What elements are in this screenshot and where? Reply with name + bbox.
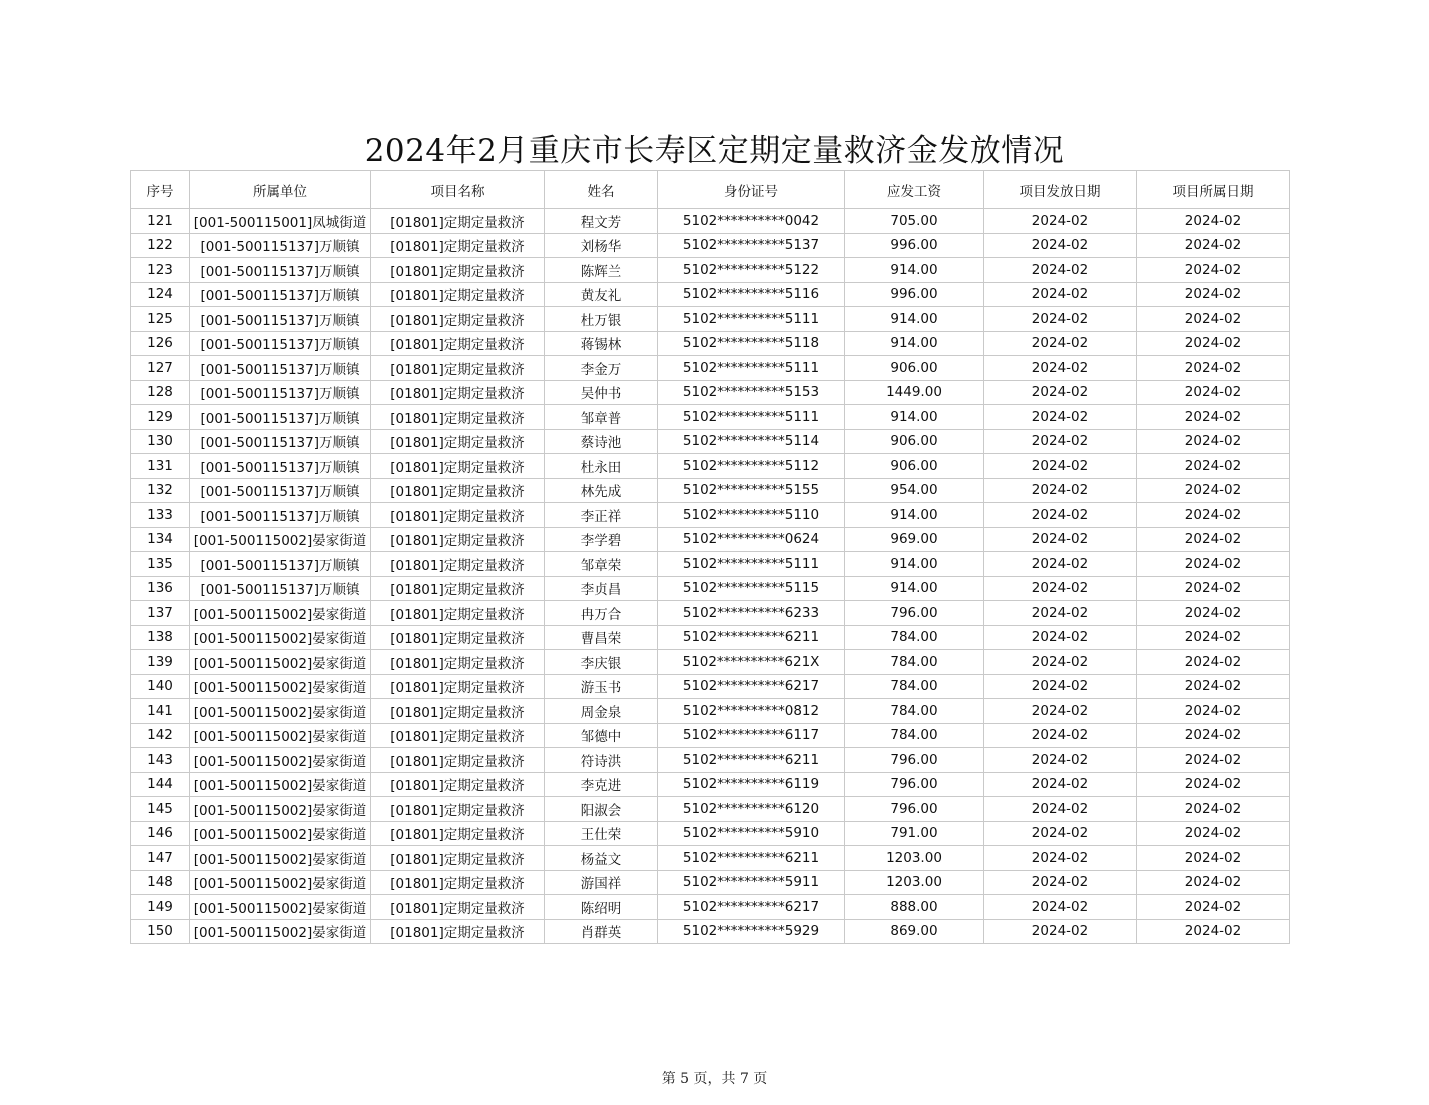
cell-project-name: [01801]定期定量救济	[371, 625, 545, 650]
cell-amount: 784.00	[845, 723, 984, 748]
cell-id-number: 5102**********6119	[658, 772, 845, 797]
cell-name: 冉万合	[545, 601, 658, 626]
cell-issue-date: 2024-02	[984, 233, 1137, 258]
cell-seq: 121	[131, 209, 190, 234]
cell-project-name: [01801]定期定量救济	[371, 478, 545, 503]
cell-unit: [001-500115137]万顺镇	[190, 233, 371, 258]
cell-seq: 133	[131, 503, 190, 528]
cell-project-name: [01801]定期定量救济	[371, 650, 545, 675]
cell-amount: 784.00	[845, 674, 984, 699]
cell-unit: [001-500115137]万顺镇	[190, 454, 371, 479]
cell-issue-date: 2024-02	[984, 527, 1137, 552]
cell-issue-date: 2024-02	[984, 748, 1137, 773]
cell-name: 黄友礼	[545, 282, 658, 307]
cell-id-number: 5102**********5153	[658, 380, 845, 405]
cell-amount: 906.00	[845, 454, 984, 479]
cell-period-date: 2024-02	[1137, 356, 1290, 381]
cell-name: 李克进	[545, 772, 658, 797]
cell-seq: 141	[131, 699, 190, 724]
cell-amount: 888.00	[845, 895, 984, 920]
cell-amount: 784.00	[845, 625, 984, 650]
cell-id-number: 5102**********6117	[658, 723, 845, 748]
cell-id-number: 5102**********621X	[658, 650, 845, 675]
cell-name: 肖群英	[545, 919, 658, 944]
cell-amount: 796.00	[845, 772, 984, 797]
cell-amount: 914.00	[845, 405, 984, 430]
cell-name: 李庆银	[545, 650, 658, 675]
table-row	[131, 209, 1290, 234]
cell-issue-date: 2024-02	[984, 307, 1137, 332]
cell-period-date: 2024-02	[1137, 233, 1290, 258]
cell-amount: 1203.00	[845, 870, 984, 895]
cell-issue-date: 2024-02	[984, 821, 1137, 846]
cell-issue-date: 2024-02	[984, 331, 1137, 356]
cell-project-name: [01801]定期定量救济	[371, 331, 545, 356]
cell-name: 杨益文	[545, 846, 658, 871]
cell-seq: 126	[131, 331, 190, 356]
cell-seq: 128	[131, 380, 190, 405]
cell-seq: 142	[131, 723, 190, 748]
cell-id-number: 5102**********5111	[658, 552, 845, 577]
cell-id-number: 5102**********5155	[658, 478, 845, 503]
cell-issue-date: 2024-02	[984, 209, 1137, 234]
cell-seq: 134	[131, 527, 190, 552]
page-title: 2024年2月重庆市长寿区定期定量救济金发放情况	[364, 133, 1065, 169]
cell-name: 王仕荣	[545, 821, 658, 846]
cell-period-date: 2024-02	[1137, 429, 1290, 454]
cell-name: 陈辉兰	[545, 258, 658, 283]
cell-id-number: 5102**********6211	[658, 748, 845, 773]
cell-seq: 144	[131, 772, 190, 797]
cell-unit: [001-500115002]晏家街道	[190, 601, 371, 626]
cell-period-date: 2024-02	[1137, 454, 1290, 479]
cell-period-date: 2024-02	[1137, 772, 1290, 797]
cell-amount: 914.00	[845, 307, 984, 332]
header-period-date: 项目所属日期	[1137, 171, 1290, 209]
table-row	[131, 821, 1290, 846]
cell-id-number: 5102**********5112	[658, 454, 845, 479]
cell-seq: 148	[131, 870, 190, 895]
cell-project-name: [01801]定期定量救济	[371, 429, 545, 454]
cell-period-date: 2024-02	[1137, 478, 1290, 503]
cell-name: 吴仲书	[545, 380, 658, 405]
cell-unit: [001-500115002]晏家街道	[190, 674, 371, 699]
cell-unit: [001-500115002]晏家街道	[190, 919, 371, 944]
cell-amount: 914.00	[845, 258, 984, 283]
cell-amount: 906.00	[845, 356, 984, 381]
cell-issue-date: 2024-02	[984, 870, 1137, 895]
cell-project-name: [01801]定期定量救济	[371, 356, 545, 381]
cell-project-name: [01801]定期定量救济	[371, 233, 545, 258]
data-table	[130, 170, 1290, 944]
cell-amount: 954.00	[845, 478, 984, 503]
cell-unit: [001-500115002]晏家街道	[190, 846, 371, 871]
cell-issue-date: 2024-02	[984, 699, 1137, 724]
cell-amount: 1449.00	[845, 380, 984, 405]
cell-issue-date: 2024-02	[984, 576, 1137, 601]
cell-name: 蔡诗池	[545, 429, 658, 454]
cell-amount: 784.00	[845, 699, 984, 724]
table-row	[131, 380, 1290, 405]
cell-period-date: 2024-02	[1137, 209, 1290, 234]
cell-seq: 136	[131, 576, 190, 601]
table-row	[131, 650, 1290, 675]
cell-issue-date: 2024-02	[984, 405, 1137, 430]
cell-issue-date: 2024-02	[984, 650, 1137, 675]
cell-id-number: 5102**********5118	[658, 331, 845, 356]
cell-id-number: 5102**********5111	[658, 405, 845, 430]
cell-period-date: 2024-02	[1137, 527, 1290, 552]
cell-unit: [001-500115002]晏家街道	[190, 772, 371, 797]
cell-unit: [001-500115137]万顺镇	[190, 282, 371, 307]
cell-issue-date: 2024-02	[984, 674, 1137, 699]
table-row	[131, 699, 1290, 724]
table-row	[131, 307, 1290, 332]
cell-period-date: 2024-02	[1137, 699, 1290, 724]
cell-issue-date: 2024-02	[984, 601, 1137, 626]
cell-unit: [001-500115002]晏家街道	[190, 723, 371, 748]
cell-name: 曹昌荣	[545, 625, 658, 650]
cell-amount: 996.00	[845, 282, 984, 307]
cell-name: 阳淑会	[545, 797, 658, 822]
cell-issue-date: 2024-02	[984, 258, 1137, 283]
table-row	[131, 870, 1290, 895]
cell-amount: 914.00	[845, 576, 984, 601]
header-issue-date: 项目发放日期	[984, 171, 1137, 209]
cell-project-name: [01801]定期定量救济	[371, 601, 545, 626]
header-project-name: 项目名称	[371, 171, 545, 209]
cell-unit: [001-500115002]晏家街道	[190, 699, 371, 724]
cell-seq: 150	[131, 919, 190, 944]
cell-seq: 138	[131, 625, 190, 650]
cell-amount: 914.00	[845, 503, 984, 528]
cell-project-name: [01801]定期定量救济	[371, 797, 545, 822]
cell-project-name: [01801]定期定量救济	[371, 895, 545, 920]
cell-period-date: 2024-02	[1137, 821, 1290, 846]
cell-name: 陈绍明	[545, 895, 658, 920]
cell-project-name: [01801]定期定量救济	[371, 919, 545, 944]
cell-project-name: [01801]定期定量救济	[371, 258, 545, 283]
cell-amount: 796.00	[845, 601, 984, 626]
cell-issue-date: 2024-02	[984, 797, 1137, 822]
cell-period-date: 2024-02	[1137, 625, 1290, 650]
header-amount: 应发工资	[845, 171, 984, 209]
cell-id-number: 5102**********0812	[658, 699, 845, 724]
cell-unit: [001-500115002]晏家街道	[190, 797, 371, 822]
table-row	[131, 478, 1290, 503]
cell-unit: [001-500115137]万顺镇	[190, 356, 371, 381]
cell-project-name: [01801]定期定量救济	[371, 772, 545, 797]
cell-issue-date: 2024-02	[984, 723, 1137, 748]
cell-unit: [001-500115137]万顺镇	[190, 258, 371, 283]
table-row	[131, 797, 1290, 822]
cell-seq: 147	[131, 846, 190, 871]
cell-period-date: 2024-02	[1137, 870, 1290, 895]
cell-unit: [001-500115001]凤城街道	[190, 209, 371, 234]
cell-seq: 129	[131, 405, 190, 430]
table-row	[131, 625, 1290, 650]
cell-id-number: 5102**********6233	[658, 601, 845, 626]
cell-amount: 1203.00	[845, 846, 984, 871]
cell-unit: [001-500115137]万顺镇	[190, 503, 371, 528]
cell-id-number: 5102**********6120	[658, 797, 845, 822]
table-row	[131, 772, 1290, 797]
cell-id-number: 5102**********6211	[658, 625, 845, 650]
cell-amount: 996.00	[845, 233, 984, 258]
cell-project-name: [01801]定期定量救济	[371, 503, 545, 528]
cell-unit: [001-500115002]晏家街道	[190, 748, 371, 773]
cell-amount: 784.00	[845, 650, 984, 675]
cell-period-date: 2024-02	[1137, 552, 1290, 577]
cell-project-name: [01801]定期定量救济	[371, 870, 545, 895]
table-body	[131, 209, 1290, 944]
table-row	[131, 527, 1290, 552]
cell-unit: [001-500115137]万顺镇	[190, 429, 371, 454]
cell-amount: 796.00	[845, 748, 984, 773]
table-row	[131, 429, 1290, 454]
cell-issue-date: 2024-02	[984, 552, 1137, 577]
cell-name: 李贞昌	[545, 576, 658, 601]
cell-amount: 914.00	[845, 552, 984, 577]
cell-id-number: 5102**********5122	[658, 258, 845, 283]
cell-name: 符诗洪	[545, 748, 658, 773]
cell-amount: 796.00	[845, 797, 984, 822]
cell-period-date: 2024-02	[1137, 503, 1290, 528]
cell-unit: [001-500115002]晏家街道	[190, 895, 371, 920]
cell-project-name: [01801]定期定量救济	[371, 821, 545, 846]
cell-issue-date: 2024-02	[984, 478, 1137, 503]
cell-period-date: 2024-02	[1137, 895, 1290, 920]
table-row	[131, 331, 1290, 356]
cell-amount: 914.00	[845, 331, 984, 356]
cell-period-date: 2024-02	[1137, 576, 1290, 601]
cell-project-name: [01801]定期定量救济	[371, 723, 545, 748]
cell-period-date: 2024-02	[1137, 601, 1290, 626]
cell-issue-date: 2024-02	[984, 503, 1137, 528]
table-row	[131, 723, 1290, 748]
cell-period-date: 2024-02	[1137, 331, 1290, 356]
cell-amount: 791.00	[845, 821, 984, 846]
cell-seq: 140	[131, 674, 190, 699]
cell-seq: 146	[131, 821, 190, 846]
cell-issue-date: 2024-02	[984, 772, 1137, 797]
cell-project-name: [01801]定期定量救济	[371, 209, 545, 234]
cell-period-date: 2024-02	[1137, 258, 1290, 283]
cell-name: 杜万银	[545, 307, 658, 332]
table-row	[131, 576, 1290, 601]
cell-issue-date: 2024-02	[984, 919, 1137, 944]
table-row	[131, 503, 1290, 528]
cell-amount: 906.00	[845, 429, 984, 454]
cell-seq: 132	[131, 478, 190, 503]
cell-unit: [001-500115137]万顺镇	[190, 331, 371, 356]
table-row	[131, 356, 1290, 381]
cell-unit: [001-500115002]晏家街道	[190, 821, 371, 846]
cell-name: 游玉书	[545, 674, 658, 699]
cell-seq: 139	[131, 650, 190, 675]
cell-period-date: 2024-02	[1137, 919, 1290, 944]
cell-period-date: 2024-02	[1137, 650, 1290, 675]
cell-name: 蒋锡林	[545, 331, 658, 356]
cell-id-number: 5102**********5111	[658, 307, 845, 332]
cell-seq: 125	[131, 307, 190, 332]
table-row	[131, 674, 1290, 699]
cell-issue-date: 2024-02	[984, 282, 1137, 307]
cell-seq: 145	[131, 797, 190, 822]
cell-project-name: [01801]定期定量救济	[371, 552, 545, 577]
table-header-row	[131, 171, 1290, 209]
cell-project-name: [01801]定期定量救济	[371, 282, 545, 307]
cell-issue-date: 2024-02	[984, 454, 1137, 479]
cell-project-name: [01801]定期定量救济	[371, 405, 545, 430]
cell-unit: [001-500115002]晏家街道	[190, 650, 371, 675]
table-row	[131, 552, 1290, 577]
cell-amount: 969.00	[845, 527, 984, 552]
cell-id-number: 5102**********5110	[658, 503, 845, 528]
cell-id-number: 5102**********5911	[658, 870, 845, 895]
cell-id-number: 5102**********0624	[658, 527, 845, 552]
cell-issue-date: 2024-02	[984, 895, 1137, 920]
table-row	[131, 919, 1290, 944]
cell-period-date: 2024-02	[1137, 282, 1290, 307]
page-footer: 第 5 页，共 7 页	[661, 1071, 768, 1087]
cell-project-name: [01801]定期定量救济	[371, 674, 545, 699]
table-row	[131, 233, 1290, 258]
cell-project-name: [01801]定期定量救济	[371, 699, 545, 724]
cell-seq: 124	[131, 282, 190, 307]
cell-seq: 143	[131, 748, 190, 773]
cell-period-date: 2024-02	[1137, 748, 1290, 773]
cell-name: 邹章普	[545, 405, 658, 430]
cell-name: 李金万	[545, 356, 658, 381]
table-row	[131, 454, 1290, 479]
cell-seq: 130	[131, 429, 190, 454]
cell-period-date: 2024-02	[1137, 723, 1290, 748]
cell-project-name: [01801]定期定量救济	[371, 527, 545, 552]
cell-id-number: 5102**********0042	[658, 209, 845, 234]
cell-id-number: 5102**********6217	[658, 674, 845, 699]
cell-id-number: 5102**********5115	[658, 576, 845, 601]
cell-period-date: 2024-02	[1137, 797, 1290, 822]
cell-issue-date: 2024-02	[984, 846, 1137, 871]
cell-unit: [001-500115137]万顺镇	[190, 576, 371, 601]
cell-period-date: 2024-02	[1137, 405, 1290, 430]
header-name: 姓名	[545, 171, 658, 209]
cell-period-date: 2024-02	[1137, 674, 1290, 699]
cell-unit: [001-500115137]万顺镇	[190, 405, 371, 430]
cell-unit: [001-500115002]晏家街道	[190, 870, 371, 895]
cell-seq: 131	[131, 454, 190, 479]
cell-id-number: 5102**********6211	[658, 846, 845, 871]
cell-amount: 705.00	[845, 209, 984, 234]
table-row	[131, 405, 1290, 430]
cell-name: 游国祥	[545, 870, 658, 895]
cell-issue-date: 2024-02	[984, 625, 1137, 650]
table-row	[131, 282, 1290, 307]
cell-seq: 137	[131, 601, 190, 626]
header-seq: 序号	[131, 171, 190, 209]
cell-name: 邹章荣	[545, 552, 658, 577]
header-unit: 所属单位	[190, 171, 371, 209]
cell-issue-date: 2024-02	[984, 356, 1137, 381]
cell-name: 林先成	[545, 478, 658, 503]
cell-unit: [001-500115137]万顺镇	[190, 478, 371, 503]
cell-amount: 869.00	[845, 919, 984, 944]
cell-project-name: [01801]定期定量救济	[371, 307, 545, 332]
cell-seq: 127	[131, 356, 190, 381]
cell-unit: [001-500115137]万顺镇	[190, 307, 371, 332]
cell-name: 邹德中	[545, 723, 658, 748]
cell-seq: 123	[131, 258, 190, 283]
cell-id-number: 5102**********5910	[658, 821, 845, 846]
cell-id-number: 5102**********6217	[658, 895, 845, 920]
cell-name: 杜永田	[545, 454, 658, 479]
table-row	[131, 258, 1290, 283]
cell-seq: 149	[131, 895, 190, 920]
cell-project-name: [01801]定期定量救济	[371, 846, 545, 871]
table-row	[131, 895, 1290, 920]
cell-issue-date: 2024-02	[984, 429, 1137, 454]
cell-unit: [001-500115002]晏家街道	[190, 625, 371, 650]
header-id-number: 身份证号	[658, 171, 845, 209]
cell-seq: 122	[131, 233, 190, 258]
cell-name: 李正祥	[545, 503, 658, 528]
cell-unit: [001-500115002]晏家街道	[190, 527, 371, 552]
cell-name: 刘杨华	[545, 233, 658, 258]
cell-seq: 135	[131, 552, 190, 577]
cell-project-name: [01801]定期定量救济	[371, 576, 545, 601]
cell-id-number: 5102**********5137	[658, 233, 845, 258]
cell-period-date: 2024-02	[1137, 307, 1290, 332]
table-row	[131, 846, 1290, 871]
cell-period-date: 2024-02	[1137, 380, 1290, 405]
cell-project-name: [01801]定期定量救济	[371, 748, 545, 773]
cell-name: 李学碧	[545, 527, 658, 552]
cell-period-date: 2024-02	[1137, 846, 1290, 871]
cell-unit: [001-500115137]万顺镇	[190, 552, 371, 577]
cell-name: 周金泉	[545, 699, 658, 724]
cell-id-number: 5102**********5114	[658, 429, 845, 454]
cell-project-name: [01801]定期定量救济	[371, 380, 545, 405]
table-row	[131, 748, 1290, 773]
cell-id-number: 5102**********5929	[658, 919, 845, 944]
cell-unit: [001-500115137]万顺镇	[190, 380, 371, 405]
cell-issue-date: 2024-02	[984, 380, 1137, 405]
cell-name: 程文芳	[545, 209, 658, 234]
cell-id-number: 5102**********5111	[658, 356, 845, 381]
cell-project-name: [01801]定期定量救济	[371, 454, 545, 479]
table-row	[131, 601, 1290, 626]
cell-id-number: 5102**********5116	[658, 282, 845, 307]
